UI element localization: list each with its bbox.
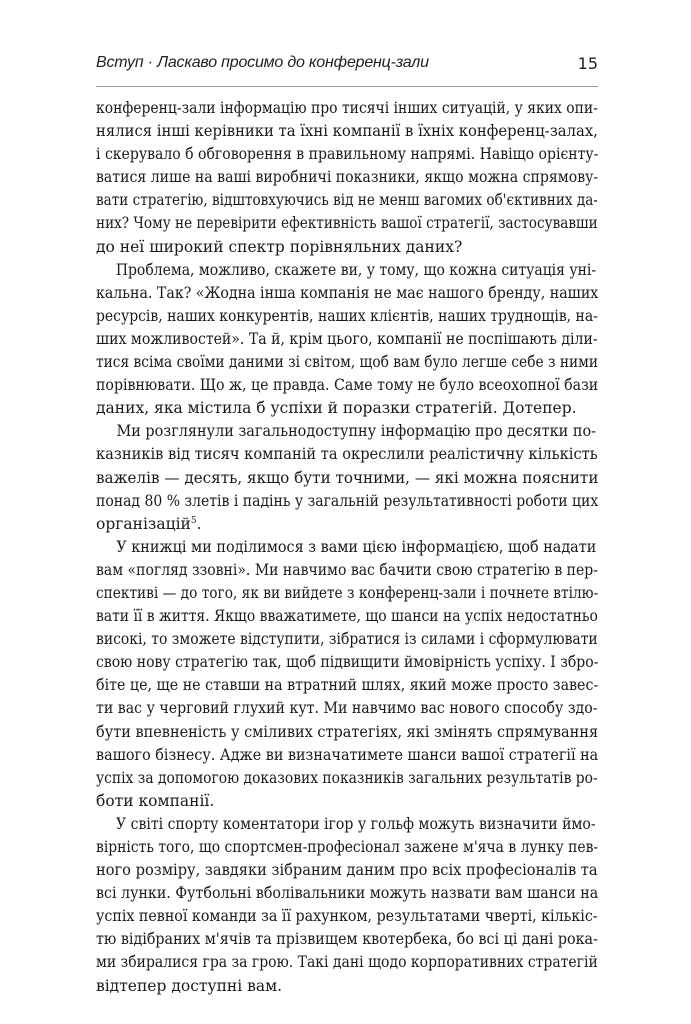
paragraph-2: [96, 259, 598, 421]
text-line: ватися лише на ваші виробничі показники, якщо можна спрямову-: [96, 168, 599, 187]
text-line: всі лунки. Футбольні вболівальники можуть назвати вам шанси на: [96, 884, 599, 903]
text-line: спективі — до того, як ви вийдете з конференц-зали і почнете втілю-: [96, 583, 599, 602]
text-line: біте це, ще не ставши на втратний шлях, який може просто завес-: [96, 676, 599, 695]
text-line: вам «погляд ззовні». Ми навчимо вас бачити свою стратегію в пер-: [96, 560, 598, 579]
text-line: вати її в життя. Якщо вважатимете, що шанси на успіх недостатньо: [96, 607, 598, 626]
text-line: важелів — десять, якщо бути точними, — які можна пояснити: [96, 468, 599, 487]
text-line: тю відібраних м'ячів та прізвищем квотербека, бо всі ці дані рока-: [96, 930, 598, 949]
text-line: ного розміру, завдяки зібраним даним про всіх професіоналів та: [96, 861, 598, 880]
text-line: бути впевненість у сміливих стратегіях, які змінять спрямування: [96, 722, 599, 741]
text-line: понад 80 % злетів і падінь у загальній результативності роботи цих: [96, 491, 599, 510]
text-fragment: організацій: [96, 514, 191, 533]
text-line: вати стратегію, відштовхуючись від не менш вагомих об'єктивних да-: [96, 191, 598, 210]
text-line: тися всіма своїми даними зі світом, щоб вам було легше себе з ними: [96, 353, 599, 372]
text-line: конференц-зали інформацію про тисячі інших ситуацій, у яких опи-: [96, 99, 598, 117]
text-line: високі, то зможете відступити, зібратися із силами і сформулювати: [96, 630, 598, 649]
text-line: вірність того, що спортсмен-професіонал зажене м'яча в лунку пев-: [96, 838, 599, 856]
text-line: і скерувало б обговорення в правильному напрямі. Навіщо орієнту-: [96, 145, 599, 164]
header-divider: [96, 86, 598, 87]
text-line: ти вас у черговий глухий кут. Ми навчимо вас нового способу здо-: [96, 699, 598, 718]
footnote-marker: 5: [190, 515, 197, 526]
chapter-title: Вступ · Ласкаво просимо до конференц-зали: [96, 54, 429, 71]
text-line: порівнювати. Що ж, це правда. Саме тому не було всеохопної бази: [96, 376, 599, 395]
text-line: ших можливостей». Та й, крім цього, компанії не поспішають діли-: [96, 329, 598, 348]
paragraph-4: [96, 536, 598, 813]
paragraph-1: [96, 97, 598, 259]
text-line: даних, яка містила б успіхи й поразки стратегій. Дотепер.: [96, 399, 577, 418]
text-line: казників від тисяч компаній та окреслили реалістичну кількість: [96, 445, 598, 464]
text-line: Ми розглянули загальнодоступну інформацію про десятки по-: [116, 422, 597, 441]
text-line: організацій$^5$.: [96, 514, 202, 533]
text-line: них? Чому не перевірити ефективність вашої стратегії, застосувавши: [96, 214, 598, 233]
text-line: ми збиралися гра за грою. Такі дані щодо корпоративних стратегій: [96, 953, 598, 972]
text-line: відтепер доступні вам.: [96, 976, 283, 995]
text-line: до неї широкий спектр порівняльних даних?: [96, 237, 463, 256]
paragraph-3: [96, 420, 598, 535]
text-line: кальна. Так? «Жодна інша компанія не має нашого бренду, наших: [96, 283, 599, 302]
running-header: [96, 54, 598, 80]
text-line: боти компанії.: [96, 791, 215, 810]
page-number: 15: [577, 54, 598, 73]
text-line: У книжці ми поділимося з вами цією інформацією, щоб надати: [116, 537, 597, 556]
text-line: ресурсів, наших конкурентів, наших клієнтів, наших труднощів, на-: [96, 306, 598, 325]
text-line: успіх за допомогою доказових показників загальних результатів ро-: [96, 768, 598, 787]
text-line: успіх певної команди за її рахунком, результатами чверті, кількіс-: [96, 907, 598, 926]
text-line: свою нову стратегію так, щоб підвищити ймовірність успіху. І збро-: [96, 653, 599, 672]
text-line: вашого бізнесу. Адже ви визначатимете шанси вашої стратегії на: [96, 745, 599, 764]
text-line: нялися інші керівники та їхні компанії в їхніх конференц-залах,: [96, 122, 598, 141]
paragraph-5: [96, 813, 598, 998]
text-line: У світі спорту коментатори ігор у гольф можуть визначити ймо-: [115, 814, 596, 833]
text-line: Проблема, можливо, скажете ви, у тому, що кожна ситуація уні-: [115, 260, 597, 279]
body-text: [96, 97, 598, 998]
